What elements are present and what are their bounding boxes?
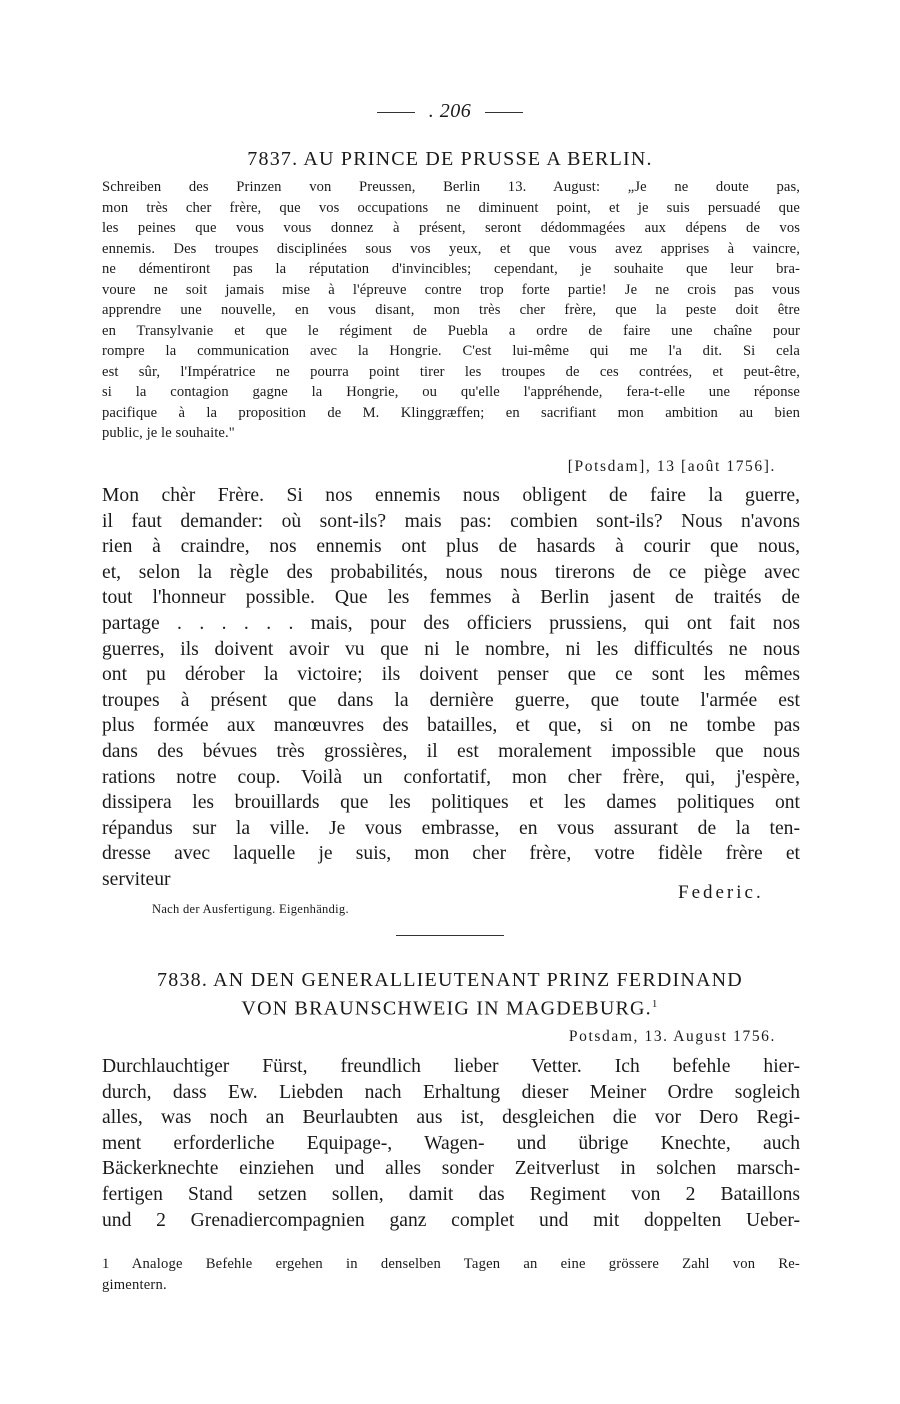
body-line: guerres, ils doivent avoir vu que ni le nombre, ni les difficultés ne nous	[102, 638, 800, 660]
source-note: Nach der Ausfertigung. Eigenhändig.	[152, 902, 349, 916]
letter-7837-heading: 7837. AU PRINCE DE PRUSSE A BERLIN.	[247, 148, 653, 170]
letter-7837-dateline: [Potsdam], 13 [août 1756].	[567, 458, 776, 475]
intro-line: Schreiben des Prinzen von Preussen, Berlin 13. August: „Je ne doute pas,	[102, 179, 800, 195]
intro-line: ennemis. Des troupes disciplinées sous vos yeux, et que vous avez apprises à vaincre,	[102, 240, 800, 257]
heading-line: 7838. AN DEN GENERALLIEUTENANT PRINZ FERDINAND	[157, 969, 743, 991]
intro-line: mon très cher frère, que vos occupations ne diminuent point, et je suis persuadé que	[102, 199, 800, 216]
intro-line: en Transylvanie et que le régiment de Puebla a ordre de faire une chaîne pour	[102, 322, 800, 339]
body-line: serviteur	[102, 868, 171, 890]
footnote-marker: 1	[651, 998, 659, 1010]
body-line: dissipera les brouillards que les politiques et les dames politiques ont	[102, 792, 800, 814]
body-line: troupes à présent que dans la dernière guerre, que toute l'armée est	[102, 689, 800, 711]
header-rule-left	[377, 112, 415, 113]
letter-7838-dateline: Potsdam, 13. August 1756.	[568, 1028, 776, 1045]
section-divider	[396, 935, 504, 936]
footnote-line: gimentern.	[102, 1277, 167, 1293]
body-line: und 2 Grenadiercompagnien ganz complet und mit doppelten Ueber-	[102, 1209, 800, 1231]
letter-7838-heading	[102, 968, 798, 1021]
body-line: Mon chèr Frère. Si nos ennemis nous obligent de faire la guerre,	[102, 485, 800, 506]
intro-line: les peines que vous vous donnez à présent, seront dédommagées aux dépens de vos	[102, 220, 800, 236]
footnote-line: 1 Analoge Befehle ergehen in denselben Tagen an eine grössere Zahl von Re-	[102, 1256, 800, 1272]
intro-line: voure ne soit jamais mise à l'épreuve contre trop forte partie! Je ne crois pas vous	[102, 281, 800, 298]
intro-line: rompre la communication avec la Hongrie. C'est lui-même qui me l'a dit. Si cela	[102, 343, 800, 359]
body-line: ment erforderliche Equipage-, Wagen- und übrige Knechte, auch	[102, 1132, 800, 1154]
intro-line: public, je le souhaite."	[102, 425, 235, 441]
heading-line	[102, 992, 798, 1021]
body-line: Durchlauchtiger Fürst, freundlich lieber Vetter. Ich befehle hier-	[102, 1056, 800, 1077]
body-line: rations notre coup. Voilà un confortatif, mon cher frère, qui, j'espère,	[102, 766, 800, 788]
page-number-header	[0, 100, 900, 123]
intro-line: si la contagion gagne la Hongrie, ou qu'elle l'appréhende, fera-t-elle une réponse	[102, 384, 800, 400]
body-line: fertigen Stand setzen sollen, damit das Regiment von 2 Bataillons	[102, 1183, 800, 1205]
body-line: et, selon la règle des probabilités, nous nous tirerons de ce piège avec	[102, 561, 800, 583]
body-line: Bäckerknechte einziehen und alles sonder Zeitverlust in solchen marsch-	[102, 1158, 800, 1180]
letter-7837-body	[102, 483, 800, 893]
intro-line: est sûr, l'Impératrice ne pourra point tirer les troupes de ces contrées, et peut-être,	[102, 363, 800, 380]
page-number: . 206	[428, 100, 472, 122]
body-line: durch, dass Ew. Liebden nach Erhaltung dieser Meiner Ordre sogleich	[102, 1081, 800, 1103]
heading-line-text: VON BRAUNSCHWEIG IN MAGDEBURG.	[241, 997, 652, 1020]
body-line: rien à craindre, nos ennemis ont plus de hasards à courir que nous,	[102, 536, 800, 558]
body-line: alles, was noch an Beurlaubten aus ist, desgleichen die vor Dero Regi-	[102, 1107, 800, 1129]
intro-line: ne démentiront pas la réputation d'invincibles; cependant, je souhaite que leur bra-	[102, 261, 800, 277]
letter-7837-intro	[102, 177, 800, 444]
body-line: tout l'honneur possible. Que les femmes à Berlin jasent de traités de	[102, 587, 800, 609]
letter-7838-body	[102, 1054, 800, 1233]
footnote	[102, 1254, 800, 1296]
intro-line: pacifique à la proposition de M. Klinggræffen; en sacrifiant mon ambition au bien	[102, 404, 800, 421]
signature: Federic.	[678, 882, 764, 903]
body-line: ont pu dérober la victoire; ils doivent penser que ce sont les mêmes	[102, 664, 800, 686]
body-line: dresse avec laquelle je suis, mon cher frère, votre fidèle frère et	[102, 843, 800, 865]
body-line: partage . . . . . . mais, pour des officiers prussiens, qui ont fait nos	[102, 612, 800, 634]
body-line: plus formée aux manœuvres des batailles, et que, si on ne tombe pas	[102, 715, 800, 737]
body-line: il faut demander: où sont-ils? mais pas: combien sont-ils? Nous n'avons	[102, 510, 800, 532]
header-rule-right	[485, 112, 523, 113]
body-line: dans des bévues très grossières, il est moralement impossible que nous	[102, 740, 800, 762]
intro-line: apprendre une nouvelle, en vous disant, mon très cher frère, que la peste doit être	[102, 302, 800, 318]
body-line: répandus sur la ville. Je vous embrasse, en vous assurant de la ten-	[102, 817, 800, 839]
